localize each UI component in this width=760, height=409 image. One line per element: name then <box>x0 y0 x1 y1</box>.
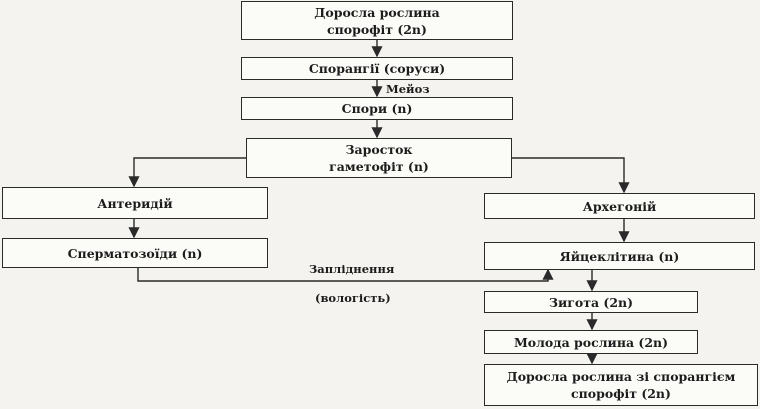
adult-with-sporangium-line2: спорофіт (2n) <box>571 386 671 401</box>
antheridium-label: Антеридій <box>97 195 173 211</box>
egg-cell-box <box>484 242 755 270</box>
adult-plant-line1: Доросла рослина <box>314 4 440 20</box>
adult-with-sporangium-line1: Доросла рослина зі спорангієм <box>506 369 736 384</box>
zygote-box <box>484 291 698 313</box>
arrow-prothallus-to-archegonium <box>512 158 624 192</box>
prothallus-line2: гаметофіт (n) <box>329 159 429 174</box>
prothallus-gametophyte-box <box>246 138 512 178</box>
young-plant-label: Молода рослина (2n) <box>513 334 669 350</box>
archegonium-label: Архегоній <box>582 198 657 214</box>
adult-plant-line2: спорофіт (2n) <box>327 21 427 37</box>
moisture-label: (вологість) <box>315 291 391 305</box>
sporangia-label: Спорангії (соруси) <box>308 61 446 76</box>
adult-plant-with-sporangium-box <box>484 364 758 406</box>
meiosis-label: Мейоз <box>386 82 430 96</box>
arrow-prothallus-to-antheridium <box>134 158 246 186</box>
archegonium-box <box>484 193 755 219</box>
young-plant-box <box>484 330 698 354</box>
zygote-label: Зигота (2n) <box>548 294 634 310</box>
adult-plant-sporophyte-box <box>241 1 513 40</box>
fertilization-label: Запліднення <box>309 262 395 276</box>
prothallus-line1: Заросток <box>345 142 413 157</box>
spermatozoids-label: Сперматозоїди (n) <box>67 245 203 261</box>
spores-label: Спори (n) <box>341 101 413 116</box>
egg-cell-label: Яйцеклітина (n) <box>559 248 680 264</box>
antheridium-box <box>2 187 268 219</box>
sporangia-box <box>241 57 513 80</box>
spermatozoids-box <box>2 238 268 268</box>
spores-box <box>241 97 513 120</box>
